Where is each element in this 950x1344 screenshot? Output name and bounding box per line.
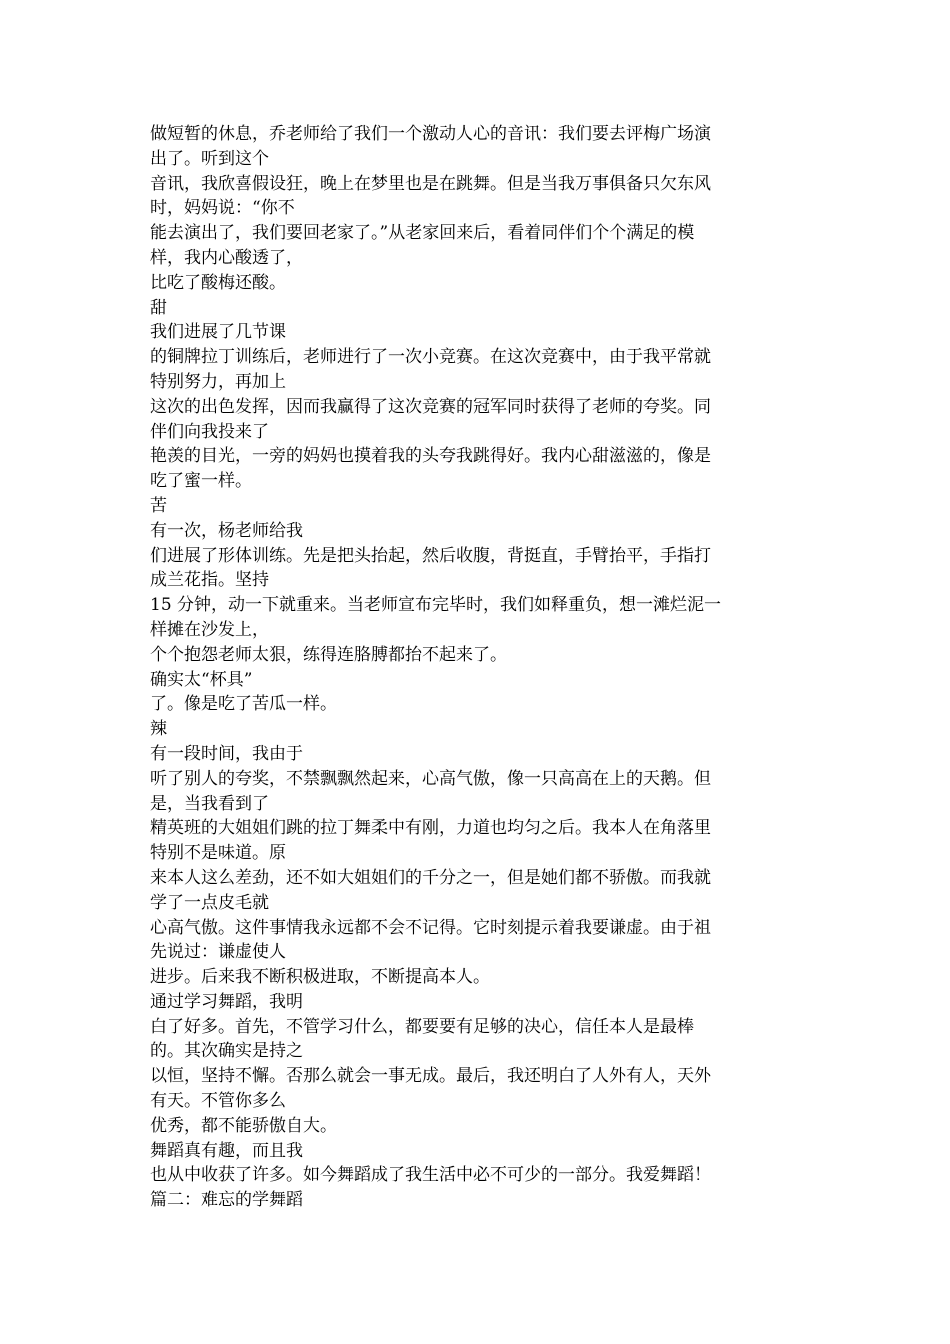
document-page (150, 122, 790, 1213)
text-line: 15 分钟，动一下就重来。当老师宣布完毕时，我们如释重负，想一滩烂泥一 (150, 595, 722, 616)
text-line: 先说过：谦虚使人 (150, 942, 286, 963)
text-line: 进步。后来我不断积极进取，不断提高本人。 (150, 967, 490, 988)
text-line: 能去演出了，我们要回老家了。”从老家回来后，看着同伴们个个满足的模 (150, 223, 695, 244)
text-line: 的铜牌拉丁训练后，老师进行了一次小竞赛。在这次竞赛中，由于我平常就 (150, 347, 711, 368)
text-line: 做短暂的休息，乔老师给了我们一个激动人心的音讯：我们要去评梅广场演 (150, 124, 711, 144)
section-heading-spicy: 辣 (150, 719, 167, 740)
text-line: 白了好多。首先，不管学习什么，都要要有足够的决心，信任本人是最棒 (150, 1016, 694, 1037)
text-line: 伴们向我投来了 (150, 421, 269, 442)
text-line: 样摊在沙发上， (150, 619, 269, 640)
text-line: 音讯，我欣喜假设狂，晚上在梦里也是在跳舞。但是当我万事俱备只欠东风 (150, 173, 711, 194)
text-line: 有一次，杨老师给我 (150, 520, 303, 541)
text-line: 我们进展了几节课 (150, 322, 286, 343)
text-line: 心高气傲。这件事情我永远都不会不记得。它时刻提示着我要谦虚。由于祖 (150, 917, 711, 938)
article-title-part-two: 篇二：难忘的学舞蹈 (150, 1190, 303, 1211)
text-line: 学了一点皮毛就 (150, 892, 269, 913)
section-heading-bitter: 苦 (150, 495, 167, 516)
text-line: 样，我内心酸透了， (150, 247, 303, 268)
text-line: 成兰花指。坚持 (150, 570, 269, 591)
text-line: 吃了蜜一样。 (150, 471, 252, 492)
text-line: 时，妈妈说：“你不 (150, 198, 295, 219)
text-line: 出了。听到这个 (150, 148, 269, 169)
text-line: 通过学习舞蹈，我明 (150, 991, 303, 1012)
text-line: 确实太“杯具” (150, 669, 253, 690)
text-line: 的。其次确实是持之 (150, 1041, 303, 1062)
text-line: 听了别人的夸奖，不禁飘飘然起来，心高气傲，像一只高高在上的天鹅。但 (150, 768, 711, 789)
text-line: 这次的出色发挥，因而我赢得了这次竞赛的冠军同时获得了老师的夸奖。同 (150, 396, 711, 417)
section-heading-sweet: 甜 (150, 297, 167, 318)
text-line: 是，当我看到了 (150, 793, 269, 814)
text-line: 舞蹈真有趣，而且我 (150, 1140, 303, 1161)
text-line: 比吃了酸梅还酸。 (150, 272, 286, 293)
text-line: 特别不是味道。原 (150, 843, 286, 864)
text-line: 们进展了形体训练。先是把头抬起，然后收腹，背挺直，手臂抬平，手指打 (150, 545, 711, 566)
text-line: 特别努力，再加上 (150, 371, 286, 392)
text-line: 优秀，都不能骄傲自大。 (150, 1115, 337, 1136)
text-line: 也从中收获了许多。如今舞蹈成了我生活中必不可少的一部分。我爱舞蹈！ (150, 1165, 711, 1186)
text-line: 艳羡的目光，一旁的妈妈也摸着我的头夸我跳得好。我内心甜滋滋的，像是 (150, 446, 711, 467)
text-line: 以恒，坚持不懈。否那么就会一事无成。最后，我还明白了人外有人，天外 (150, 1066, 711, 1087)
text-line: 了。像是吃了苦瓜一样。 (150, 694, 337, 715)
text-line: 有一段时间，我由于 (150, 743, 303, 764)
text-line: 精英班的大姐姐们跳的拉丁舞柔中有刚，力道也均匀之后。我本人在角落里 (150, 818, 711, 839)
text-line: 个个抱怨老师太狠，练得连胳膊都抬不起来了。 (150, 644, 507, 665)
text-line: 有天。不管你多么 (150, 1091, 286, 1112)
text-line: 来本人这么差劲，还不如大姐姐们的千分之一，但是她们都不骄傲。而我就 (150, 867, 711, 888)
